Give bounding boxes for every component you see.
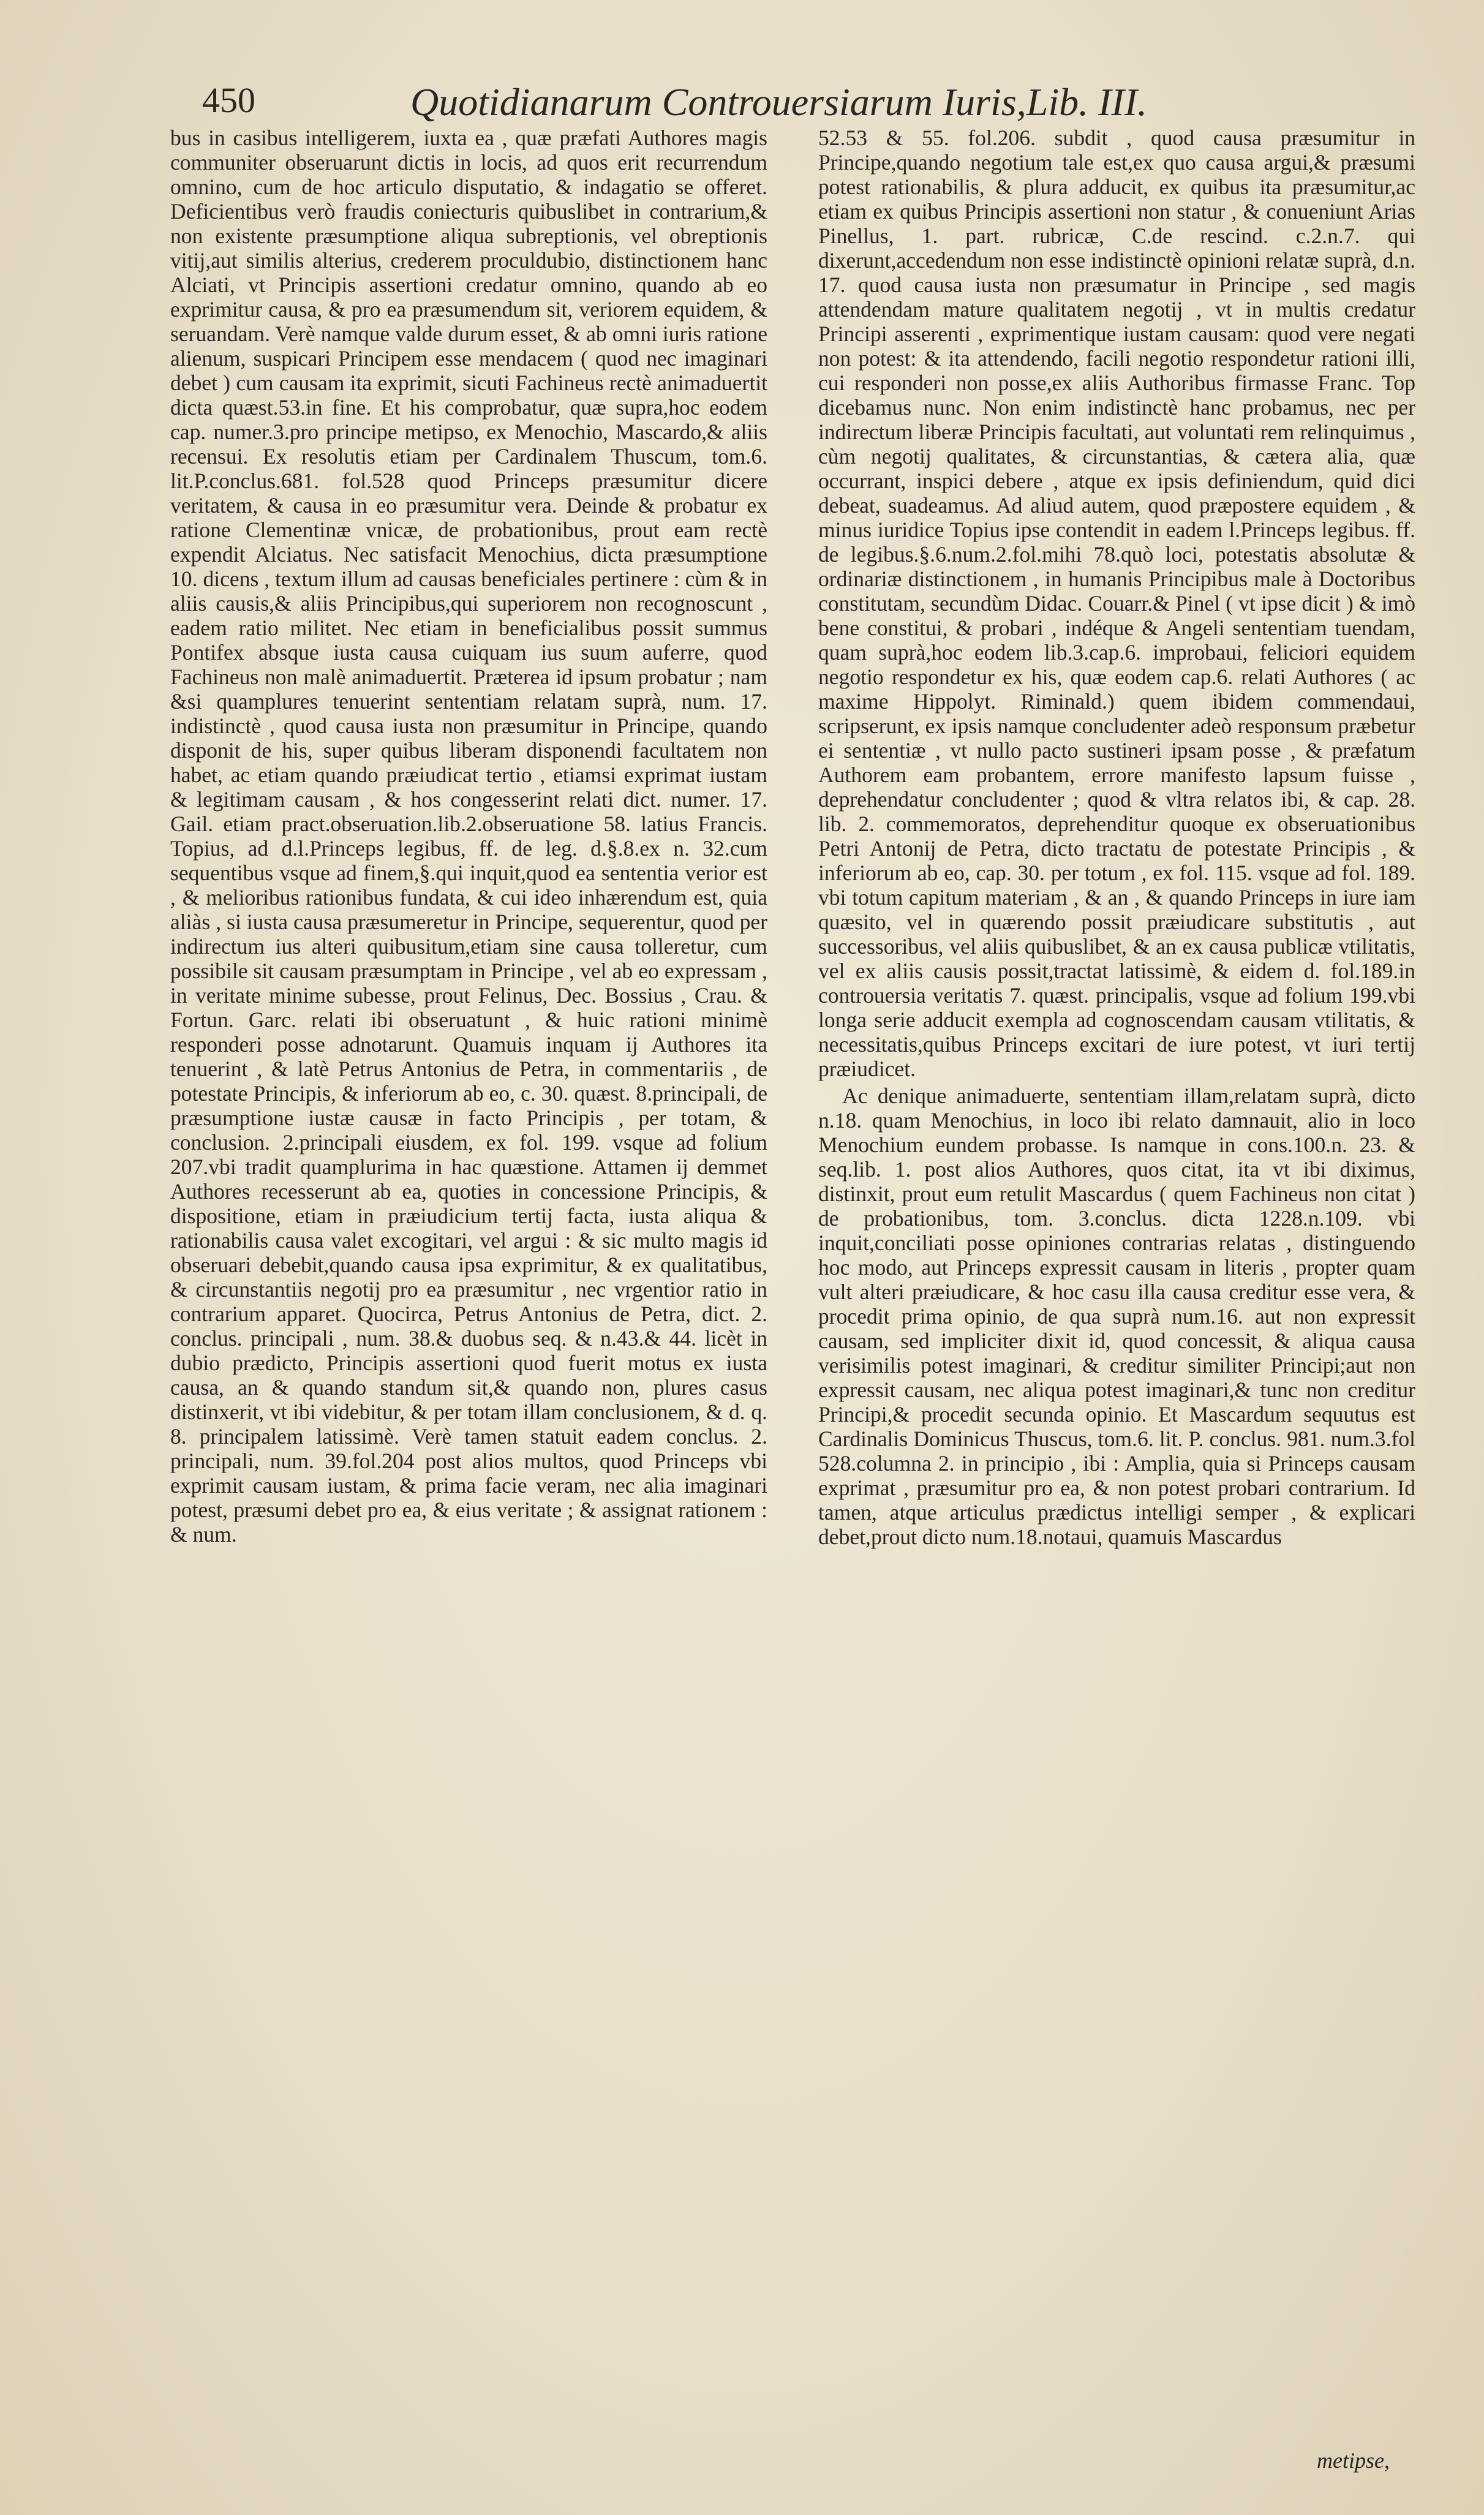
catchword: metipse, [1317, 2448, 1390, 2473]
left-column [170, 126, 767, 2392]
running-title: Quotidianarum Controuersiarum Iuris,Lib. III. [410, 80, 1148, 124]
running-header [202, 80, 1231, 129]
right-paragraph-1: 52.53 & 55. fol.206. subdit , quod causa præsumitur in Principe,quando negotium tale est,ex quo causa argui,& præsumi potest rationabilis, & plura adducit, ex quibus ita præsumitur,ac etiam ex quibus Principis assertioni non statur , & conueniunt Arias Pinellus, 1. part. rubricæ, C.de rescind. c.2.n.7. qui dixerunt,accedendum non esse indistinctè opinioni relatæ suprà, d.n. 17. quod causa iusta non præsumatur in Principe , sed magis attendendam mature qualitatem negotij , vt in multis credatur Principi asserenti , exprimentique iustam causam: quod vere negati non potest: & ita attendendo, facili negotio respondetur rationi illi, cui responderi non posse,ex aliis Authoribus firmasse Franc. Top dicebamus nunc. Non enim indistinctè hanc probamus, nec per indirectum liberæ Principis facultati, aut voluntati rem relinquimus , cùm negotij qualitates, & circunstantias, & cætera alia, quæ occurrant, inspici debere , atque ex ipsis definiendum, quid dici debeat, suadeamus. Ad aliud autem, quod præpostere equidem , & minus iuridice Topius ipse contendit in eadem l.Princeps legibus. ff. de legibus.§.6.num.2.fol.mihi 78.quò loci, potestatis absolutæ & ordinariæ distinctionem , in humanis Principibus male à Doctoribus constitutam, secundùm Didac. Couarr.& Pinel ( vt ipse dicit ) & imò bene constitui, & probari , indéque & Angeli sententiam tuendam, quam suprà,hoc eodem lib.3.cap.6. improbaui, feliciori equidem negotio respondetur ex his, quæ eodem cap.6. relati Authores ( ac maxime Hippolyt. Riminald.) quem ibidem commendaui, scripserunt, ex ipsis namque concludenter adeò responsum præbetur ei sententiæ , vt nullo pacto sustineri ipsam posse , & præfatum Authorem eam probantem, errore manifesto lapsum fuisse , deprehendatur concludenter ; quod & vltra relatos ibi, & cap. 28. lib. 2. commemoratos, deprehenditur quoque ex obseruationibus Petri Antonij de Petra, dicto tractatu de potestate Principis , & inferiorum ab eo, cap. 30. per totum , ex fol. 115. vsque ad fol. 189. vbi totum capitum materiam , & an , & quando Princeps in iure iam quæsito, vel in quærendo possit præiudicare substitutis , aut successoribus, vel aliis quibuslibet, & an ex causa publicæ vtilitatis, vel ex aliis causis possit,tractat latissimè, & eidem d. fol.189.in controuersia veritatis 7. quæst. principalis, vsque ad folium 199.vbi longa serie adducit exempla ad cognoscendam causam vtilitatis, & necessitatis,quibus Princeps excitari de iure potest, vt iuri tertij præiudicet. [818, 126, 1415, 1081]
right-column [818, 126, 1415, 2392]
page-number: 450 [202, 80, 255, 120]
right-paragraph-2: Ac denique animaduerte, sententiam illam,relatam suprà, dicto n.18. quam Menochius, in loco ibi relato damnauit, alio in loco Menochium eundem probasse. Is namque in cons.100.n. 23. & seq.lib. 1. post alios Authores, quos citat, ita vt ibi diximus, distinxit, prout eum retulit Mascardus ( quem Fachineus non citat ) de probationibus, tom. 3.conclus. dicta 1228.n.109. vbi inquit,conciliati posse opiniones contrarias relatas , distinguendo hoc modo, aut Princeps expressit causam in literis , propter quam vult alteri præiudicare, & hoc casu illa causa creditur esse vera, & procedit prima opinio, de qua suprà num.16. aut non expressit causam, sed impliciter dixit id, quod concessit, & aliqua causa verisimilis potest imaginari, & creditur similiter Principi;aut non expressit causam, nec aliqua potest imaginari,& tunc non creditur Principi,& procedit secunda opinio. Et Mascardum sequutus est Cardinalis Dominicus Thuscus, tom.6. lit. P. conclus. 981. num.3.fol 528.columna 2. in principio , ibi : Amplia, quia si Princeps causam exprimat , præsumitur pro ea, & non potest probari contrarium. Id tamen, atque articulus prædictus intelligi semper , & explicari debet,prout dicto num.18.notaui, quamuis Mascardus [818, 1084, 1415, 1549]
left-paragraph-1: bus in casibus intelligerem, iuxta ea , quæ præfati Authores magis communiter obseruarunt dictis in locis, ad quos erit recurrendum omnino, cum de hoc articulo disputatio, & indagatio se offeret. Deficientibus verò fraudis coniecturis quibuslibet in contrarium,& non existente præsumptione aliqua subreptionis, vel obreptionis vitij,aut similis alterius, crederem proculdubio, distinctionem hanc Alciati, vt Principis assertioni credatur omnino, quando ab eo exprimitur causa, & pro ea præsumendum sit, veriorem equidem, & seruandam. Verè namque valde durum esset, & ab omni iuris ratione alienum, suspicari Principem esse mendacem ( quod nec imaginari debet ) cum causam ita exprimit, sicuti Fachineus rectè animaduertit dicta quæst.53.in fine. Et his comprobatur, quæ supra,hoc eodem cap. numer.3.pro principe metipso, ex Menochio, Mascardo,& aliis recensui. Ex resolutis etiam per Cardinalem Thuscum, tom.6. lit.P.conclus.681. fol.528 quod Princeps præsumitur dicere veritatem, & causa in eo præsumitur vera. Deinde & probatur ex ratione Clementinæ vnicæ, de probationibus, prout eam rectè expendit Alciatus. Nec satisfacit Menochius, dicta præsumptione 10. dicens , textum illum ad causas beneficiales pertinere : cùm & in aliis causis,& aliis Principibus,qui superiorem non recognoscunt , eadem ratio militet. Nec etiam in beneficialibus possit summus Pontifex absque iusta causa cuiquam ius suum auferre, quod Fachineus non malè animaduertit. Præterea id ipsum probatur ; nam &si quamplures tenuerint sententiam relatam suprà, num. 17. indistinctè , quod causa iusta non præsumitur in Principe, quando disponit de his, super quibus liberam disponendi facultatem non habet, ac etiam quando præiudicat tertio , etiamsi exprimat iustam & legitimam causam , & hos congesserint relati dict. numer. 17. Gail. etiam pract.obseruation.lib.2.obseruatione 58. latius Francis. Topius, ad d.l.Princeps legibus, ff. de leg. d.§.8.ex n. 32.cum sequentibus vsque ad finem,§.qui inquit,quod ea sententia verior est , & melioribus rationibus fundata, & cui ideo inhærendum est, quia aliàs , si iusta causa præsumeretur in Principe, sequerentur, quod per indirectum ius alteri quibusitum,etiam sine causa tolleretur, cum possibile sit causam præsumptam in Principe , vel ab eo expressam , in veritate minime subesse, prout Felinus, Dec. Bossius , Crau. & Fortun. Garc. relati ibi obseruatunt , & huic rationi minimè responderi posse adnotarunt. Quamuis inquam ij Authores ita tenuerint , & latè Petrus Antonius de Petra, in commentariis , de potestate Principis, & inferiorum ab eo, c. 30. quæst. 8.principali, de præsumptione iustæ causæ in facto Principis , per totam, & conclusion. 2.principali eiusdem, ex fol. 199. vsque ad folium 207.vbi tradit quamplurima in hac quæstione. Attamen ij demmet Authores recesserunt ab ea, quoties in concessione Principis, & dispositione, etiam in præiudicium tertij facta, iusta aliqua & rationabilis causa valet excogitari, vel argui : & sic multo magis id obseruari debebit,quando causa ipsa exprimitur, & ex qualitatibus, & circunstantiis negotij pro ea præsumitur , nec vrgentior ratio in contrarium apparet. Quocirca, Petrus Antonius de Petra, dict. 2. conclus. principali , num. 38.& duobus seq. & n.43.& 44. licèt in dubio prædicto, Principis assertioni quod fuerit motus ex iusta causa, an & quando standum sit,& quando non, plures casus distinxerit, vt ibi videbitur, & per totam illam conclusionem, & d. q. 8. principalem latissimè. Verè tamen statuit eadem conclus. 2. principali, num. 39.fol.204 post alios multos, quod Princeps vbi exprimit causam iustam, & prima facie veram, nec alia imaginari potest, præsumi debet pro ea, & eius veritate ; & assignat rationem : & num. [170, 126, 767, 1547]
